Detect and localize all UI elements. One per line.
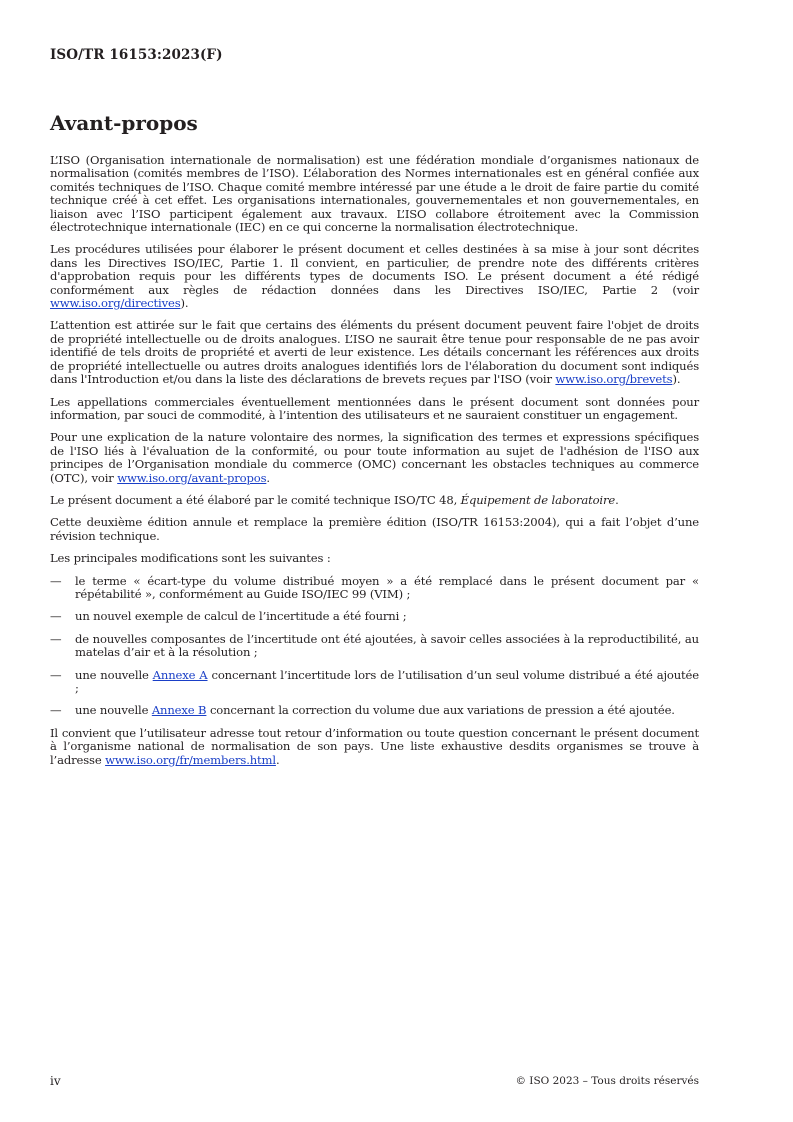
paragraph-voluntary-end: . — [266, 470, 270, 485]
list-item-suffix: concernant la correction du volume due aux variations de pression a été ajoutée. — [206, 703, 675, 718]
paragraph-procedures-end: ). — [180, 296, 189, 311]
committee-title: Équipement de laboratoire — [460, 492, 616, 507]
foreword-body — [50, 154, 699, 776]
paragraph-changes-intro: Les principales modifications sont les suivantes : — [50, 551, 331, 566]
list-item-prefix: une nouvelle — [75, 667, 153, 682]
link-annexe-b[interactable]: Annexe B — [151, 703, 207, 718]
paragraph-feedback-text: Il convient que l’utilisateur adresse tout retour d’information ou toute question concernant le présent document à l’organisme national de normalisation de son pays. Une liste exhaustive desdits organismes se trouve à l’adresse — [50, 725, 699, 767]
list-item — [50, 704, 699, 717]
paragraph-procedures-text: Les procédures utilisées pour élaborer le présent document et celles destinées à sa mise à jour sont décrites dans les Directives ISO/IEC, Partie 1. Il convient, en particulier, de prendre note des différents critères d'approbation requis pour les différents types de documents ISO. Le présent document a été rédigé conformément aux règles de rédaction données dans les Directives ISO/IEC, Partie 2 (voir — [50, 242, 699, 297]
link-members[interactable]: www.iso.org/fr/members.html — [105, 752, 276, 767]
paragraph-voluntary-nature — [50, 431, 699, 485]
page-title: Avant-propos — [50, 111, 198, 135]
list-dash: — — [50, 631, 62, 646]
link-directives[interactable]: www.iso.org/directives — [50, 296, 181, 311]
paragraph-patents-text: L’attention est attirée sur le fait que certains des éléments du présent document peuvent faire l'objet de droits de propriété intellectuelle ou de droits analogues. L’ISO ne saurait être tenue pour responsable de ne pas avoir identifié de tels droits de propriété et averti de leur existence. Les détails concernant les références aux droits de propriété intellectuelle ou autres droits analogues identifiés lors de l'élaboration du document sont indiqués dans l'Introduction et/ou dans la liste des déclarations de brevets reçues par l'ISO (voir — [50, 318, 699, 387]
paragraph-committee-text: Le présent document a été élaboré par le comité technique ISO/TC 48, — [50, 492, 461, 507]
list-item — [50, 669, 699, 696]
paragraph-feedback — [50, 727, 699, 767]
list-dash: — — [50, 609, 62, 624]
link-annexe-a[interactable]: Annexe A — [152, 667, 208, 682]
list-item — [50, 610, 699, 623]
paragraph-trade-names: Les appellations commerciales éventuellement mentionnées dans le présent document sont données pour information, par souci de commodité, à l’intention des utilisateurs et ne sauraient constituer un engagement. — [50, 394, 699, 422]
paragraph-edition: Cette deuxième édition annule et remplace la première édition (ISO/TR 16153:2004), qui a fait l’objet d’une révision technique. — [50, 515, 699, 543]
copyright-notice: © ISO 2023 – Tous droits réservés — [515, 1075, 699, 1087]
list-item-text — [75, 704, 699, 717]
list-dash: — — [50, 667, 62, 682]
paragraph-committee-end: . — [615, 492, 619, 507]
list-item-text: le terme « écart-type du volume distribué moyen » a été remplacé dans le présent document par « répétabilité », conformément au Guide ISO/IEC 99 (VIM) ; — [75, 573, 699, 601]
list-item — [50, 575, 699, 602]
list-item-text: de nouvelles composantes de l’incertitude ont été ajoutées, à savoir celles associées à la reproductibilité, au matelas d’air et à la résolution ; — [75, 631, 699, 660]
list-item-text — [75, 669, 699, 696]
paragraph-procedures — [50, 243, 699, 310]
paragraph-committee — [50, 494, 699, 507]
list-item-text: un nouvel exemple de calcul de l’incertitude a été fourni ; — [75, 609, 407, 624]
link-brevets[interactable]: www.iso.org/brevets — [555, 372, 673, 387]
list-item-prefix: une nouvelle — [75, 703, 152, 718]
paragraph-patents — [50, 319, 699, 386]
page-number: iv — [50, 1074, 61, 1088]
list-dash: — — [50, 573, 62, 588]
changes-list — [50, 575, 699, 718]
list-item — [50, 633, 699, 660]
paragraph-iso-intro: L’ISO (Organisation internationale de normalisation) est une fédération mondiale d’organismes nationaux de normalisation (comités membres de l’ISO). L’élaboration des Normes internationales est en général confiée aux comités techniques de l’ISO. Chaque comité membre intéressé par une étude a le droit de faire partie du comité technique créé à cet effet. Les organisations internationales, gouvernementales et non gouvernementales, en liaison avec l’ISO participent également aux travaux. L’ISO collabore étroitement avec la Commission électrotechnique internationale (IEC) en ce qui concerne la normalisation électrotechnique. — [50, 153, 699, 235]
link-avant-propos[interactable]: www.iso.org/avant-propos — [117, 470, 267, 485]
document-id: ISO/TR 16153:2023(F) — [50, 47, 223, 63]
paragraph-feedback-end: . — [275, 752, 280, 767]
paragraph-patents-end: ). — [672, 372, 681, 387]
paragraph-voluntary-text: Pour une explication de la nature volontaire des normes, la signification des termes et expressions spécifiques de l'ISO liés à l'évaluation de la conformité, ou pour toute information au sujet de l'adhésion de l'ISO aux principes de l’Organisation mondiale du commerce (OMC) concernant les obstacles techniques au commerce (OTC), voir — [50, 430, 699, 485]
list-item-suffix: concernant l’incertitude lors de l’utilisation d’un seul volume distribué a été ajoutée ; — [75, 667, 699, 695]
list-dash: — — [50, 703, 62, 718]
